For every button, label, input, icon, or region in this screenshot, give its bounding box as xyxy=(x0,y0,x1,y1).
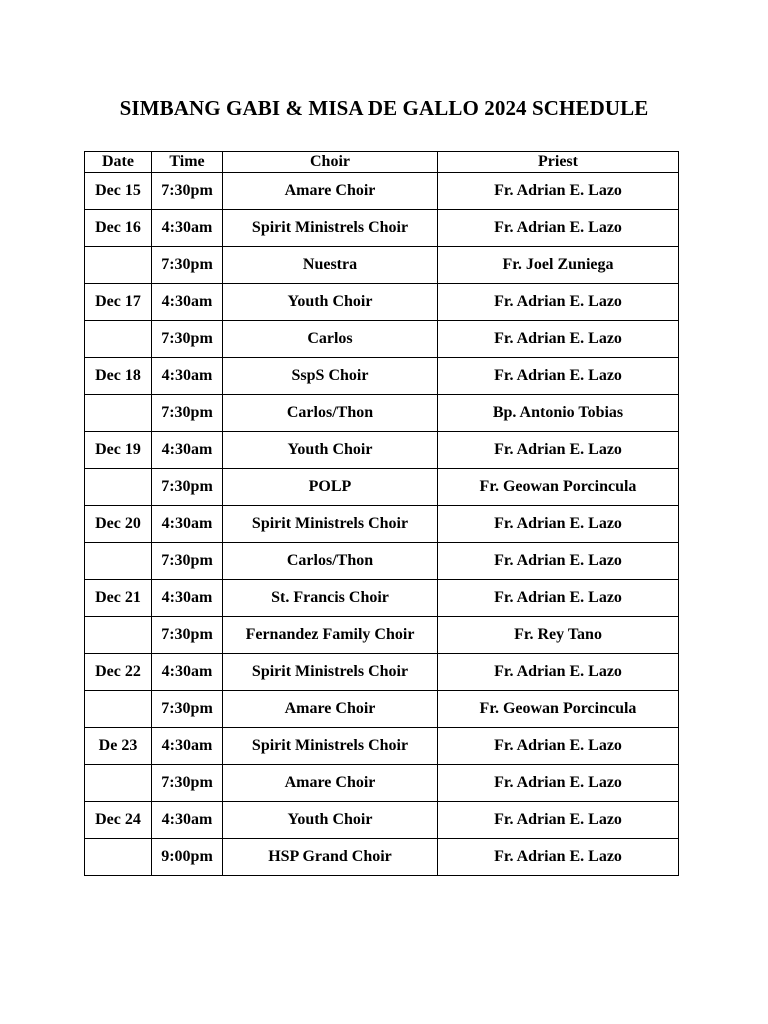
cell-priest: Fr. Adrian E. Lazo xyxy=(438,358,679,395)
cell-time: 4:30am xyxy=(152,506,223,543)
cell-time: 4:30am xyxy=(152,728,223,765)
cell-choir: Spirit Ministrels Choir xyxy=(223,728,438,765)
cell-priest: Fr. Adrian E. Lazo xyxy=(438,839,679,876)
cell-date xyxy=(85,839,152,876)
table-row xyxy=(85,617,679,654)
header-priest: Priest xyxy=(438,152,679,173)
cell-priest: Fr. Adrian E. Lazo xyxy=(438,210,679,247)
cell-date xyxy=(85,617,152,654)
cell-time: 7:30pm xyxy=(152,617,223,654)
cell-time: 7:30pm xyxy=(152,543,223,580)
cell-choir: Fernandez Family Choir xyxy=(223,617,438,654)
schedule-table xyxy=(84,151,679,876)
cell-choir: Amare Choir xyxy=(223,691,438,728)
table-row xyxy=(85,432,679,469)
cell-choir: Youth Choir xyxy=(223,802,438,839)
cell-date: De 23 xyxy=(85,728,152,765)
cell-choir: Spirit Ministrels Choir xyxy=(223,210,438,247)
cell-priest: Fr. Adrian E. Lazo xyxy=(438,432,679,469)
cell-choir: Carlos xyxy=(223,321,438,358)
cell-date: Dec 19 xyxy=(85,432,152,469)
table-row xyxy=(85,543,679,580)
table-row xyxy=(85,802,679,839)
page-title: SIMBANG GABI & MISA DE GALLO 2024 SCHEDULE xyxy=(119,96,649,120)
cell-priest: Fr. Adrian E. Lazo xyxy=(438,506,679,543)
header-date: Date xyxy=(85,152,152,173)
table-row xyxy=(85,321,679,358)
cell-date xyxy=(85,395,152,432)
cell-priest: Fr. Adrian E. Lazo xyxy=(438,321,679,358)
cell-time: 4:30am xyxy=(152,210,223,247)
cell-date: Dec 18 xyxy=(85,358,152,395)
table-row xyxy=(85,654,679,691)
cell-priest: Fr. Adrian E. Lazo xyxy=(438,728,679,765)
cell-choir: Nuestra xyxy=(223,247,438,284)
cell-time: 4:30am xyxy=(152,432,223,469)
table-row xyxy=(85,247,679,284)
header-choir: Choir xyxy=(223,152,438,173)
table-row xyxy=(85,728,679,765)
cell-date: Dec 22 xyxy=(85,654,152,691)
cell-date xyxy=(85,247,152,284)
cell-choir: HSP Grand Choir xyxy=(223,839,438,876)
cell-time: 9:00pm xyxy=(152,839,223,876)
cell-date: Dec 24 xyxy=(85,802,152,839)
table-row xyxy=(85,580,679,617)
cell-time: 7:30pm xyxy=(152,395,223,432)
cell-time: 7:30pm xyxy=(152,247,223,284)
header-time: Time xyxy=(152,152,223,173)
cell-priest: Fr. Joel Zuniega xyxy=(438,247,679,284)
cell-choir: Amare Choir xyxy=(223,173,438,210)
cell-date xyxy=(85,691,152,728)
table-row xyxy=(85,469,679,506)
cell-time: 4:30am xyxy=(152,358,223,395)
table-body xyxy=(85,173,679,876)
table-row xyxy=(85,210,679,247)
cell-time: 7:30pm xyxy=(152,765,223,802)
cell-choir: St. Francis Choir xyxy=(223,580,438,617)
cell-time: 4:30am xyxy=(152,580,223,617)
cell-priest: Fr. Geowan Porcincula xyxy=(438,691,679,728)
table-row xyxy=(85,506,679,543)
table-header-row xyxy=(85,152,679,173)
cell-priest: Fr. Adrian E. Lazo xyxy=(438,765,679,802)
cell-date xyxy=(85,469,152,506)
cell-priest: Fr. Adrian E. Lazo xyxy=(438,284,679,321)
table-row xyxy=(85,691,679,728)
table-row xyxy=(85,284,679,321)
cell-date: Dec 17 xyxy=(85,284,152,321)
table-row xyxy=(85,395,679,432)
cell-date: Dec 21 xyxy=(85,580,152,617)
cell-date xyxy=(85,543,152,580)
cell-date: Dec 16 xyxy=(85,210,152,247)
table-row xyxy=(85,358,679,395)
table-row xyxy=(85,173,679,210)
cell-time: 4:30am xyxy=(152,654,223,691)
table-row xyxy=(85,839,679,876)
cell-choir: Carlos/Thon xyxy=(223,395,438,432)
cell-priest: Bp. Antonio Tobias xyxy=(438,395,679,432)
cell-choir: SspS Choir xyxy=(223,358,438,395)
cell-choir: Amare Choir xyxy=(223,765,438,802)
cell-choir: Youth Choir xyxy=(223,432,438,469)
cell-choir: POLP xyxy=(223,469,438,506)
cell-time: 7:30pm xyxy=(152,691,223,728)
cell-priest: Fr. Geowan Porcincula xyxy=(438,469,679,506)
cell-time: 7:30pm xyxy=(152,469,223,506)
cell-priest: Fr. Adrian E. Lazo xyxy=(438,654,679,691)
cell-priest: Fr. Adrian E. Lazo xyxy=(438,802,679,839)
cell-choir: Spirit Ministrels Choir xyxy=(223,506,438,543)
cell-date: Dec 20 xyxy=(85,506,152,543)
cell-time: 4:30am xyxy=(152,802,223,839)
cell-date xyxy=(85,765,152,802)
cell-choir: Carlos/Thon xyxy=(223,543,438,580)
table-row xyxy=(85,765,679,802)
cell-time: 4:30am xyxy=(152,284,223,321)
cell-choir: Youth Choir xyxy=(223,284,438,321)
cell-priest: Fr. Adrian E. Lazo xyxy=(438,580,679,617)
cell-date xyxy=(85,321,152,358)
cell-priest: Fr. Rey Tano xyxy=(438,617,679,654)
cell-date: Dec 15 xyxy=(85,173,152,210)
cell-time: 7:30pm xyxy=(152,173,223,210)
cell-choir: Spirit Ministrels Choir xyxy=(223,654,438,691)
cell-priest: Fr. Adrian E. Lazo xyxy=(438,173,679,210)
cell-priest: Fr. Adrian E. Lazo xyxy=(438,543,679,580)
cell-time: 7:30pm xyxy=(152,321,223,358)
